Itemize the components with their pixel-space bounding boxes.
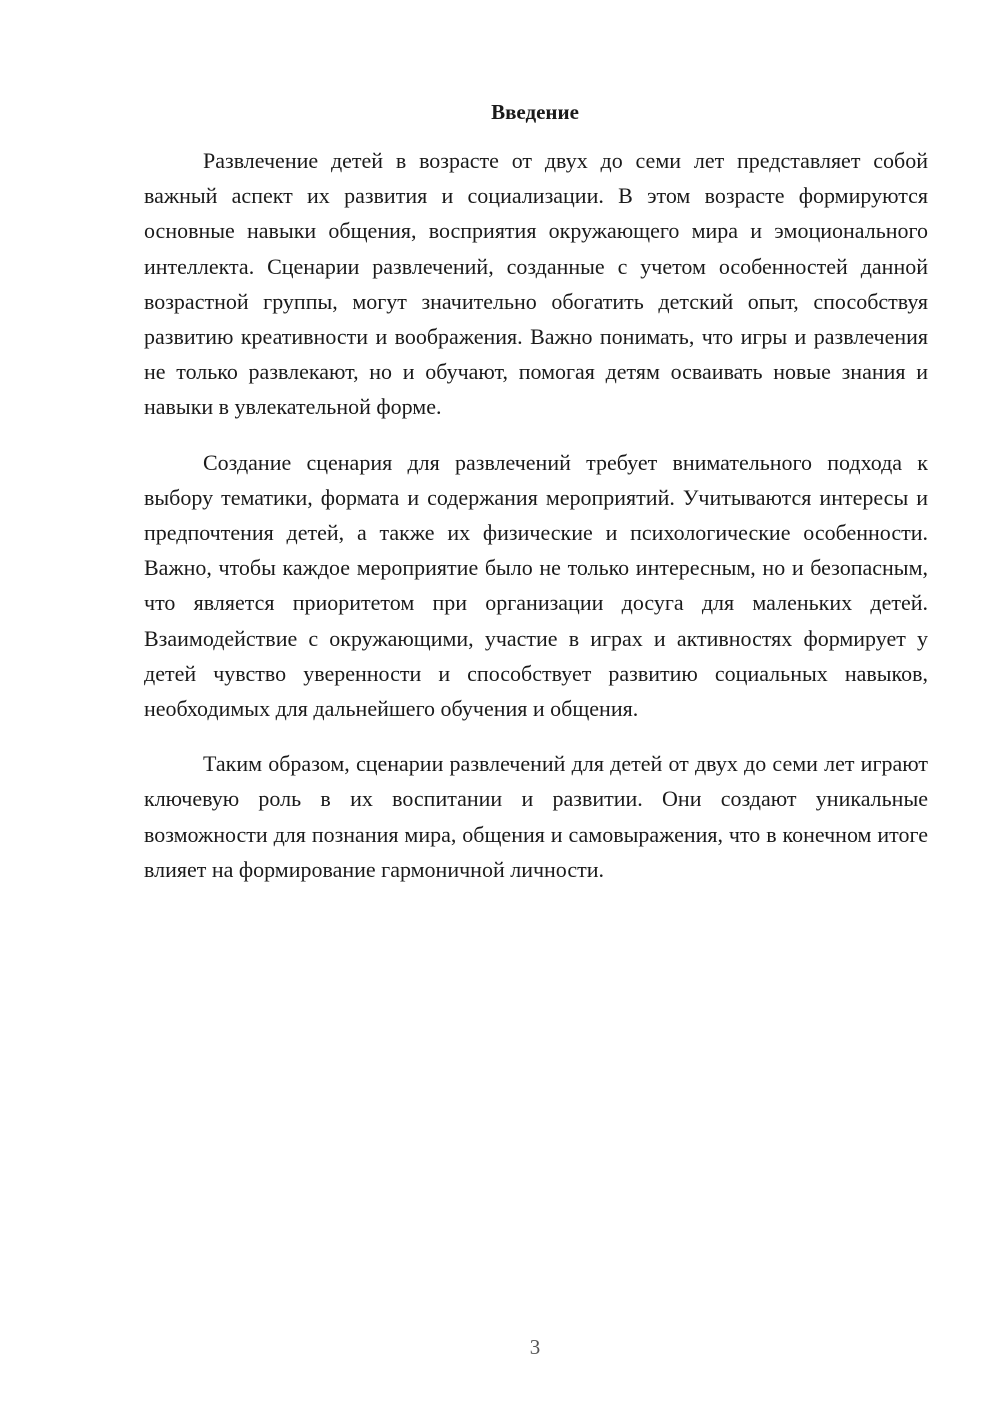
- paragraph-2: Создание сценария для развлечений требует внимательного подхода к выбору тематики, формата и содержания мероприятий. Учитываются интересы и предпочтения детей, а также их физические и психологические особенности. Важно, чтобы каждое мероприятие было не только интересным, но и безопасным, что является приоритетом при организации досуга для маленьких детей. Взаимодействие с окружающими, участие в играх и активностях формирует у детей чувство уверенности и способствует развитию социальных навыков, необходимых для дальнейшего обучения и общения.: [144, 449, 928, 722]
- paragraph-3: Таким образом, сценарии развлечений для детей от двух до семи лет играют ключевую роль в их воспитании и развитии. Они создают уникальные возможности для познания мира, общения и самовыражения, что в конечном итоге влияет на формирование гармоничной личности.: [144, 751, 928, 882]
- paragraph-1: Развлечение детей в возрасте от двух до семи лет представляет собой важный аспект их развития и социализации. В этом возрасте формируются основные навыки общения, восприятия окружающего мира и эмоционального интеллекта. Сценарии развлечений, созданные с учетом особенностей данной возрастной группы, могут значительно обогатить детский опыт, способствуя развитию креативности и воображения. Важно понимать, что игры и развлечения не только развлекают, но и обучают, помогая детям осваивать новые знания и навыки в увлекательной форме.: [144, 148, 928, 420]
- document-body: [144, 143, 928, 907]
- page-number: 3: [529, 1335, 541, 1359]
- section-title: Введение: [491, 100, 579, 124]
